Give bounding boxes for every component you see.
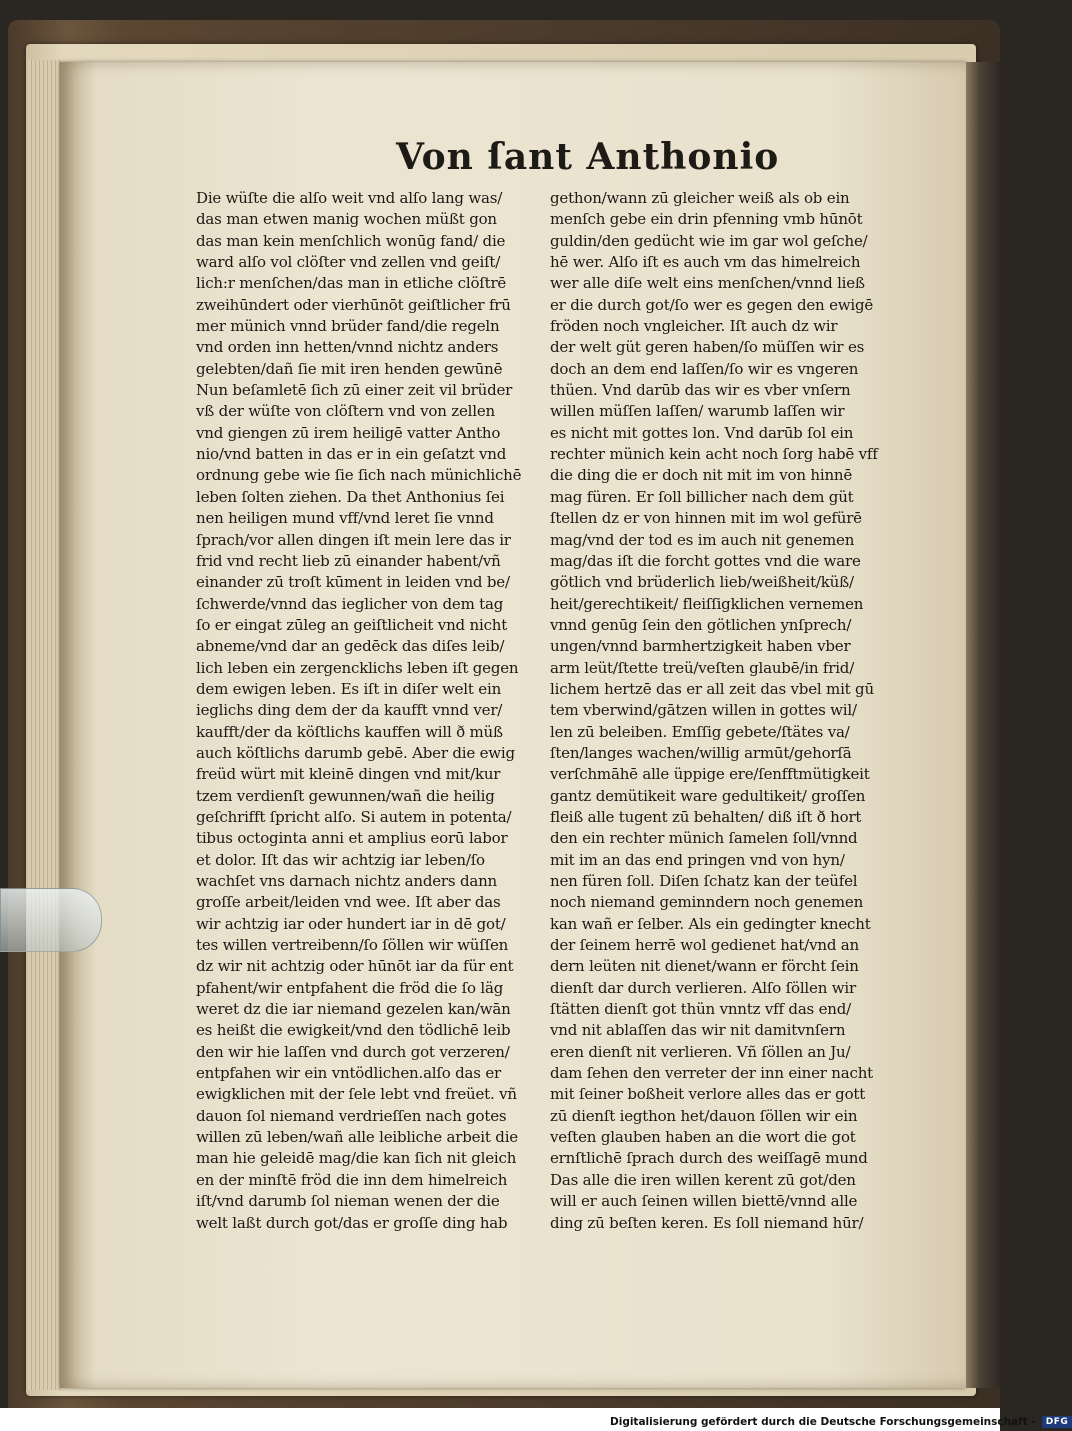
text-line: weret dz die iar niemand gezelen kan/wān	[196, 1000, 511, 1019]
text-line: wachſet vns darnach nichtz anders dann	[196, 872, 498, 890]
text-line: mit ſeiner boßheit verlore alles das er gott	[550, 1085, 866, 1104]
text-line: dauon ſol niemand verdrieſſen nach gotes	[196, 1106, 507, 1125]
text-line: ding zū beſten keren. Es ſoll niemand hūr/	[550, 1213, 864, 1232]
text-line: ſprach/vor allen dingen iſt mein lere das ir	[196, 530, 511, 549]
text-line: vnd giengen zū irem heiligē vatter Antho	[196, 423, 501, 442]
text-line: auch köſtlichs darumb gebē. Aber die ewig	[196, 743, 515, 762]
text-line: wer alle diſe welt eins menſchen/vnnd ließ	[550, 274, 865, 293]
text-line: mag füren. Er ſoll billicher nach dem güt	[550, 487, 854, 506]
left-text-column	[196, 188, 536, 1234]
text-line: len zū beleiben. Emſſig gebete/ſtätes va/	[550, 722, 850, 741]
text-line: tem vberwind/gātzen willen in gottes wil/	[550, 701, 857, 720]
text-line: guldin/den gedücht wie im gar wol geſche/	[550, 231, 868, 250]
text-line: iſt/vnd darumb ſol nieman wenen der die	[196, 1192, 500, 1211]
text-line: welt laßt durch got/das er groſſe ding hab	[196, 1213, 508, 1232]
text-line: dz wir nit achtzig oder hūnōt iar da für ent	[196, 957, 514, 976]
text-line: das man kein menſchlich wonūg fand/ die	[196, 231, 506, 250]
text-line: gelebten/dañ ſie mit iren henden gewūnē	[196, 359, 503, 378]
text-line: fröden noch vngleicher. Iſt auch dz wir	[550, 317, 838, 336]
text-line: götlich vnd brüderlich lieb/weißheit/küß/	[550, 573, 854, 592]
text-line: den ein rechter münich ſamelen ſoll/vnnd	[550, 829, 858, 848]
text-line: veſten glauben haben an die wort die got	[550, 1128, 856, 1147]
text-line: fleiß alle tugent zū behalten/ diß iſt ð hort	[550, 807, 862, 826]
text-line: mag/das iſt die forcht gottes vnd die ware	[550, 551, 861, 570]
text-line: ernſtlichē ſprach durch des weiſſagē mund	[550, 1149, 868, 1168]
text-line: willen zū leben/wañ alle leibliche arbeit die	[196, 1128, 518, 1147]
text-line: thüen. Vnd darūb das wir es vber vnſern	[550, 381, 851, 400]
text-line: Nun beſamletē ſich zū einer zeit vil brüder	[196, 381, 513, 400]
binding-edge	[966, 62, 1000, 1388]
text-line: ward alſo vol clöſter vnd zellen vnd geiſt/	[196, 253, 501, 272]
text-line: ſten/langes wachen/willig armūt/gehorſā	[550, 743, 852, 762]
page-heading: Von ſant Anthonio	[396, 136, 780, 178]
text-line: das man etwen manig wochen müßt gon	[196, 210, 497, 229]
text-line: mer münich vnnd brüder fand/die regeln	[196, 317, 500, 336]
text-line: hē wer. Alſo iſt es auch vm das himelreich	[550, 253, 861, 272]
page-clip	[0, 888, 102, 952]
text-line: nen heiligen mund vff/vnd leret ſie vnnd	[196, 509, 494, 528]
text-line: ſtellen dz er von hinnen mit im wol gefürē	[550, 509, 862, 528]
text-line: noch niemand geminndern noch genemen	[550, 893, 864, 912]
text-line: et dolor. Iſt das wir achtzig iar leben/ſo	[196, 850, 485, 869]
text-line: mit im an das end pringen vnd von hyn/	[550, 850, 845, 869]
text-line: frid vnd recht lieb zū einander habent/vñ	[196, 551, 501, 570]
text-line: der ſeinem herrē wol gedienet hat/vnd an	[550, 936, 860, 955]
text-line: abneme/vnd dar an gedēck das diſes leib/	[196, 637, 505, 656]
text-line: ordnung gebe wie ſie ſich nach münichlichē	[196, 466, 522, 485]
text-line: nen füren ſoll. Diſen ſchatz kan der teüfel	[550, 872, 858, 890]
text-line: ſchwerde/vnnd das ieglicher von dem tag	[196, 594, 504, 613]
text-line: gantz demütikeit ware gedultikeit/ groſſen	[550, 786, 866, 805]
text-line: heit/gerechtikeit/ fleiſſigklichen vernemen	[550, 594, 864, 613]
text-line: die ding die er doch nit mit im von hinnē	[550, 466, 853, 485]
text-line: geſchrifft ſpricht alſo. Si autem in potenta/	[196, 807, 512, 826]
text-line: ieglichs ding dem der da kaufft vnnd ver/	[196, 701, 503, 720]
text-line: dem ewigen leben. Es iſt in diſer welt ein	[196, 679, 502, 698]
text-line: vnnd genūg ſein den götlichen ynſprech/	[550, 615, 852, 634]
text-line: ſo er eingat zūleg an geiſtlicheit vnd nicht	[196, 615, 508, 634]
dfg-logo: DFG	[1042, 1416, 1072, 1428]
text-line: es heißt die ewigkeit/vnd den tödlichē leib	[196, 1021, 511, 1040]
text-line: willen müſſen laſſen/ warumb laſſen wir	[550, 402, 845, 421]
text-line: vnd nit ablaſſen das wir nit damitvnſern	[550, 1021, 846, 1040]
footer-text: Digitalisierung gefördert durch die Deutsche Forschungsgemeinschaft -	[610, 1415, 1036, 1428]
text-line: lich leben ein zergencklichs leben iſt gegen	[196, 658, 519, 677]
text-line: kan wañ er ſelber. Als ein gedingter knecht	[550, 914, 871, 933]
text-line: tzem verdienſt gewunnen/wañ die heilig	[196, 786, 495, 805]
text-line: tibus octoginta anni et amplius eorū labor	[196, 829, 508, 848]
text-line: leben ſolten ziehen. Da thet Anthonius ſei	[196, 487, 505, 506]
text-line: es nicht mit gottes lon. Vnd darūb ſol ein	[550, 423, 854, 442]
text-line: lich:r menſchen/das man in etliche clöſtrē	[196, 274, 507, 293]
text-line: rechter münich kein acht noch ſorg habē vff	[550, 445, 878, 464]
text-line: nio/vnd batten in das er in ein geſatzt vnd	[196, 445, 507, 464]
text-line: dam ſehen den verreter der inn einer nacht	[550, 1064, 873, 1083]
right-text-column	[550, 188, 890, 1234]
text-line: en der minſtē fröd die inn dem himelreich	[196, 1170, 508, 1189]
text-line: will er auch ſeinen willen biettē/vnnd alle	[550, 1192, 858, 1211]
text-line: freüd würt mit kleinē dingen vnd mit/kur	[196, 765, 501, 784]
text-line: zū dienſt iegthon het/dauon ſöllen wir ein	[550, 1106, 858, 1125]
text-line: gethon/wann zū gleicher weiß als ob ein	[550, 189, 850, 207]
text-line: menſch gebe ein drin pfenning vmb hūnōt	[550, 210, 863, 229]
text-line: tes willen vertreibenn/ſo ſöllen wir wüſſen	[196, 936, 509, 955]
text-line: vnd orden inn hetten/vnnd nichtz anders	[196, 338, 499, 357]
text-line: groſſe arbeit/leiden vnd wee. Iſt aber das	[196, 893, 501, 912]
text-line: zweihūndert oder vierhūnōt geiſtlicher frū	[196, 295, 511, 314]
text-line: mag/vnd der tod es im auch nit genemen	[550, 530, 855, 549]
text-line: Das alle die iren willen kerent zū got/den	[550, 1170, 856, 1189]
text-line: ungen/vnnd barmhertzigkeit haben vber	[550, 637, 851, 656]
text-line: einander zū troſt kūment in leiden vnd be/	[196, 573, 510, 592]
text-line: der welt güt geren haben/ſo müſſen wir es	[550, 338, 865, 357]
text-line: Die wüſte die alſo weit vnd alſo lang was/	[196, 189, 503, 207]
text-line: ewigklichen mit der ſele lebt vnd freüet. vñ	[196, 1085, 517, 1104]
text-line: entpfahen wir ein vntödlichen.alſo das er	[196, 1064, 502, 1083]
text-line: dienſt dar durch verlieren. Alſo ſöllen wir	[550, 978, 856, 997]
text-line: den wir hie laſſen vnd durch got verzeren/	[196, 1042, 510, 1061]
text-line: er die durch got/ſo wer es gegen den ewigē	[550, 295, 874, 314]
text-line: eren dienſt nit verlieren. Vñ ſöllen an Ju/	[550, 1042, 851, 1061]
text-line: lichem hertzē das er all zeit das vbel mit gū	[550, 679, 874, 698]
text-line: doch an dem end laſſen/ſo wir es vngeren	[550, 359, 859, 378]
page-edges	[28, 60, 62, 1390]
footer-credit	[610, 1412, 1072, 1431]
text-line: wir achtzig iar oder hundert iar in dē got/	[196, 914, 506, 933]
text-line: man hie geleidē mag/die kan ſich nit gleich	[196, 1149, 517, 1168]
text-line: dern leüten nit dienet/wann er förcht ſein	[550, 957, 859, 976]
text-line: verſchmāhē alle üppige ere/ſenfftmütigkeit	[550, 765, 870, 784]
text-line: vß der wüſte von clöſtern vnd von zellen	[196, 402, 495, 421]
text-line: kaufft/der da köſtlichs kauffen will ð müß	[196, 722, 503, 741]
text-line: pfahent/wir entpfahent die fröd die ſo läg	[196, 978, 504, 997]
text-line: ſtätten dienſt got thün vnntz vff das end/	[550, 1000, 852, 1019]
text-line: arm leüt/ſtette treü/veſten glaubē/in frid/	[550, 658, 855, 677]
